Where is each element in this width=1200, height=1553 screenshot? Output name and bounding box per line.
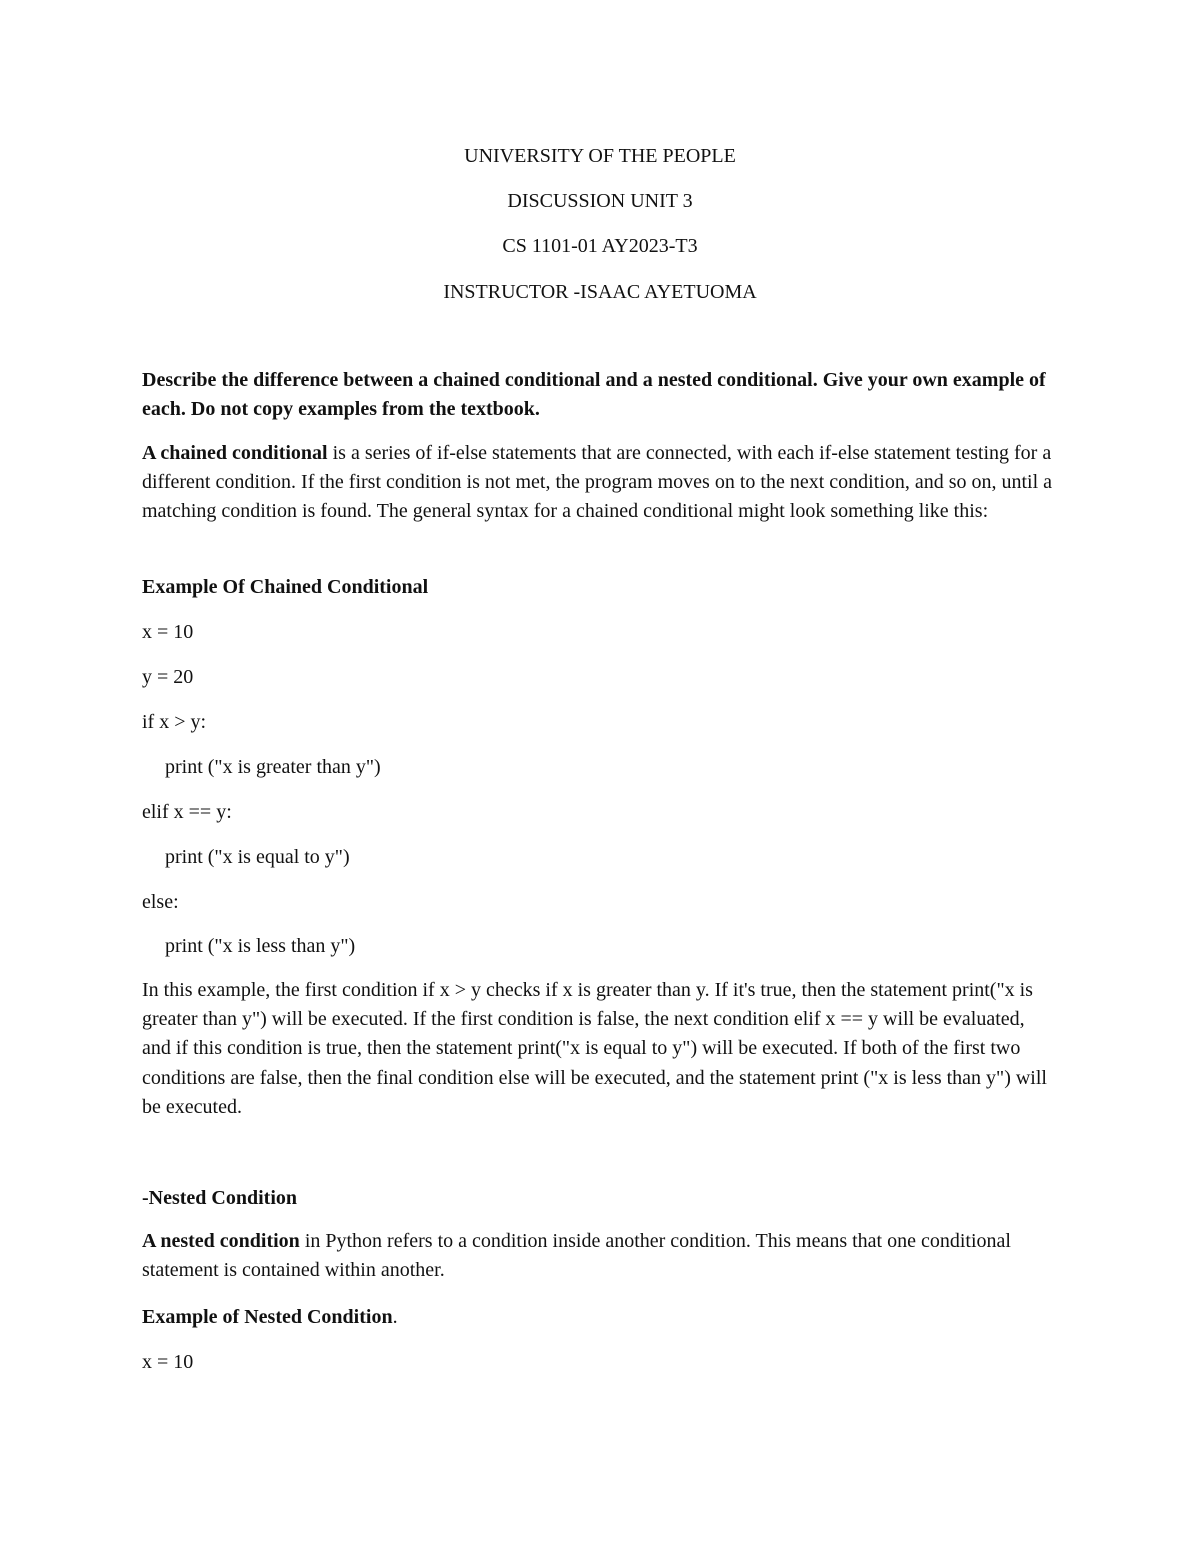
code-line: print ("x is less than y") bbox=[165, 935, 356, 957]
nested-heading: -Nested Condition bbox=[142, 1187, 298, 1209]
instructor-title: INSTRUCTOR -ISAAC AYETUOMA bbox=[443, 281, 757, 303]
code-line: print ("x is equal to y") bbox=[165, 846, 350, 868]
nested-term: A nested condition bbox=[142, 1230, 300, 1252]
nested-paragraph bbox=[142, 1227, 1058, 1285]
nested-example-heading: Example of Nested Condition bbox=[142, 1306, 393, 1328]
code-line: else: bbox=[142, 891, 179, 913]
chained-paragraph bbox=[142, 439, 1058, 527]
chained-example-heading: Example Of Chained Conditional bbox=[142, 576, 429, 598]
code-line: x = 10 bbox=[142, 1351, 194, 1373]
nested-description: in Python refers to a condition inside another condition. This means that one conditional statement is contained within another. bbox=[142, 1230, 1011, 1282]
code-line: if x > y: bbox=[142, 711, 207, 733]
chained-description: is a series of if-else statements that are connected, with each if-else statement testing for a different condition. If the first condition is not met, the program moves on to the next condition, and so on, until a matching condition is found. The general syntax for a chained conditional might look something like this: bbox=[142, 442, 1053, 523]
chained-explanation: In this example, the first condition if x > y checks if x is greater than y. If it's true, then the statement print("x is greater than y") will be executed. If the first condition is false, the next condition elif x == y will be evaluated, and if this condition is true, then the statement print("x is equal to y") will be executed. If both of the first two conditions are false, then the final condition else will be executed, and the statement print ("x is less than y") will be executed. bbox=[142, 979, 1047, 1118]
question-text: Describe the difference between a chained conditional and a nested conditional. Give your own example of each. Do not copy examples from the textbook. bbox=[142, 369, 1046, 421]
code-line: x = 10 bbox=[142, 621, 194, 643]
code-line: print ("x is greater than y") bbox=[165, 756, 381, 778]
nested-example-heading-suffix: . bbox=[392, 1306, 398, 1328]
code-line: y = 20 bbox=[142, 666, 194, 688]
course-title: CS 1101-01 AY2023-T3 bbox=[502, 235, 698, 257]
nested-example-heading-line bbox=[142, 1304, 398, 1330]
chained-term: A chained conditional bbox=[142, 442, 328, 464]
university-title: UNIVERSITY OF THE PEOPLE bbox=[464, 145, 736, 167]
discussion-title: DISCUSSION UNIT 3 bbox=[507, 190, 693, 212]
code-line: elif x == y: bbox=[142, 801, 232, 823]
